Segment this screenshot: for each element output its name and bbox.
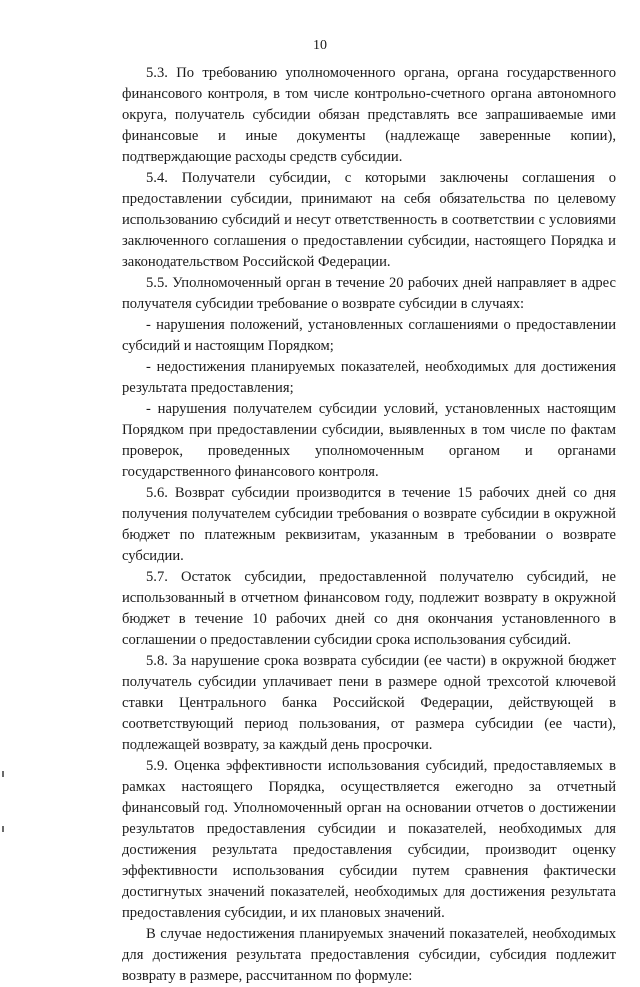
list-item-conditions-violation: - нарушения получателем субсидии условий, установленных настоящим Порядком при предоставлении субсидии, выявленных в том числе по фактам проверок, проведенных уполномоченным органом и органами государственного финансового контроля. (122, 401, 616, 480)
page-number: 10 (313, 38, 327, 53)
paragraph-5-4: 5.4. Получатели субсидии, с которыми заключены соглашения о предоставлении субсидии, принимают на себя обязательства по целевому использованию субсидий и несут ответственность в соответствии с условиями заключенного соглашения о предоставлении субсидии, настоящего Порядка и законодательством Российской Федерации. (122, 170, 616, 270)
paragraph-refund-formula: В случае недостижения планируемых значений показателей, необходимых для достижения результата предоставления субсидии, субсидия подлежит возврату в размере, рассчитанном по формуле: (122, 926, 616, 984)
paragraph-5-6: 5.6. Возврат субсидии производится в течение 15 рабочих дней со дня получения получателем субсидии требования о возврате субсидии в окружной бюджет по платежным реквизитам, указанным в требовании о возврате субсидии. (122, 485, 616, 564)
paragraph-5-8: 5.8. За нарушение срока возврата субсидии (ее части) в окружной бюджет получатель субсидии уплачивает пени в размере одной трехсотой ключевой ставки Центрального банка Российской Федерации, действующей в соответствующий период пользования, от размера субсидии (ее части), подлежащей возврату, за каждый день просрочки. (122, 653, 616, 753)
paragraph-5-5: 5.5. Уполномоченный орган в течение 20 рабочих дней направляет в адрес получателя субсидии требование о возврате субсидии в случаях: (122, 275, 616, 312)
paragraph-5-3: 5.3. По требованию уполномоченного органа, органа государственного финансового контроля, в том числе контрольно-счетного органа автономного округа, получатель субсидии обязан представлять все запрашиваемые ими финансовые и иные документы (надлежаще заверенные копии), подтверждающие расходы средств субсидии. (122, 65, 616, 165)
list-item-violation-provisions: - нарушения положений, установленных соглашениями о предоставлении субсидий и настоящим Порядком; (122, 317, 616, 354)
paragraph-5-9: 5.9. Оценка эффективности использования субсидий, предоставляемых в рамках настоящего Порядка, осуществляется ежегодно за отчетный финансовый год. Уполномоченный орган на основании отчетов о достижении результатов предоставления субсидии и показателей, необходимых для достижения результата предоставления субсидии, производит оценку эффективности использования субсидии путем сравнения фактически достигнутых значений показателей, необходимых для достижения результата предоставления субсидии, и их плановых значений. (122, 758, 616, 921)
document-body (122, 63, 616, 987)
scan-margin-mark (2, 826, 4, 832)
scan-margin-mark (2, 771, 4, 777)
list-item-indicators-not-reached: - недостижения планируемых показателей, необходимых для достижения результата предоставления; (122, 359, 616, 396)
paragraph-5-7: 5.7. Остаток субсидии, предоставленной получателю субсидий, не использованный в отчетном финансовом году, подлежит возврату в окружной бюджет в течение 10 рабочих дней со дня окончания установленного в соглашении о предоставлении субсидии срока использования субсидий. (122, 569, 616, 648)
